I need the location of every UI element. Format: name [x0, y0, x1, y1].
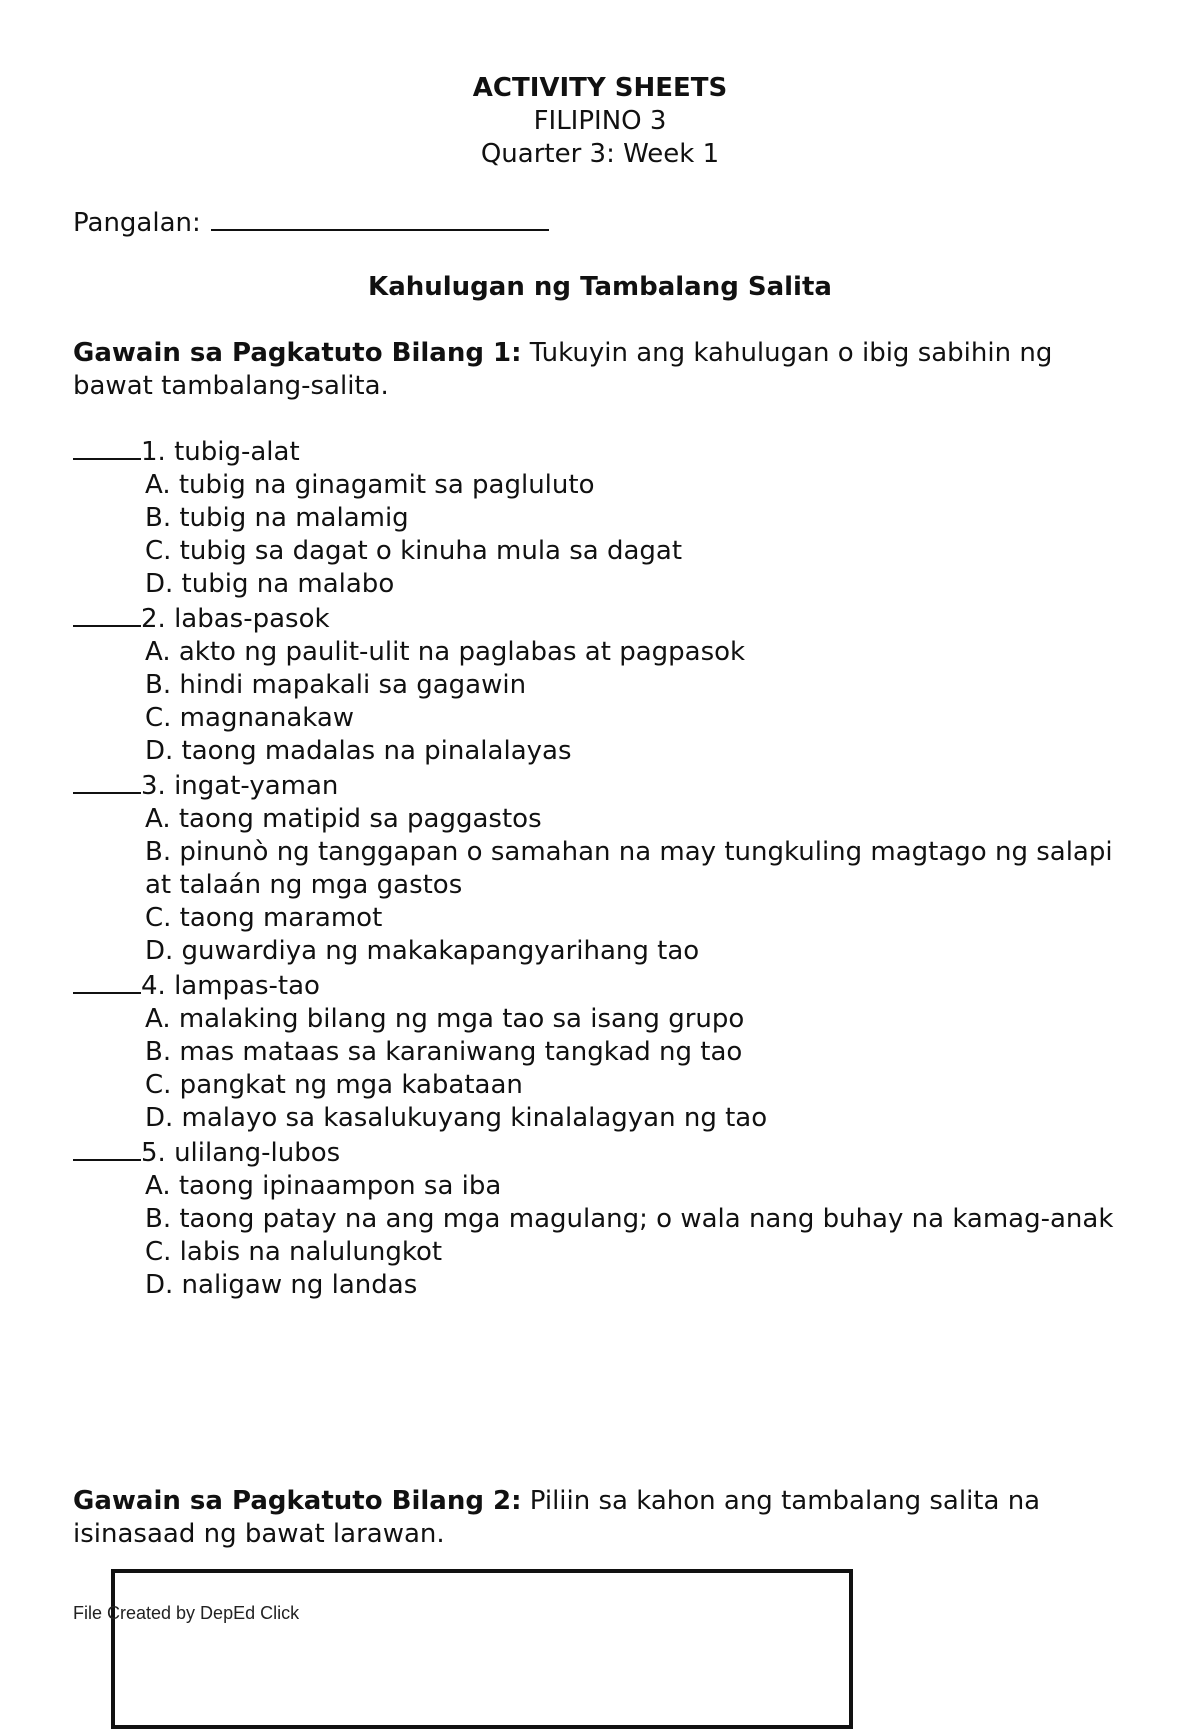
choice-option: A. akto ng paulit-ulit na paglabas at pagpasok — [145, 637, 746, 667]
activity-1-text: Tukuyin ang kahulugan o ibig sabihin ng bawat tambalang-salita. — [73, 338, 1053, 401]
topic-title: Kahulugan ng Tambalang Salita — [368, 272, 832, 302]
choice-option: A. malaking bilang ng mga tao sa isang grupo — [145, 1004, 745, 1034]
question-item — [73, 968, 1133, 1003]
word-choice-box — [111, 1569, 853, 1729]
answer-blank[interactable] — [73, 768, 141, 794]
question-item — [73, 434, 1133, 469]
question-word: 1. tubig-alat — [141, 437, 300, 467]
question-word: 5. ulilang-lubos — [141, 1138, 341, 1168]
choice-option: A. taong ipinaampon sa iba — [145, 1171, 502, 1201]
choice-option: D. taong madalas na pinalalayas — [145, 736, 572, 766]
choice-option: B. hindi mapakali sa gagawin — [145, 670, 527, 700]
activity-1-instructions — [73, 337, 1133, 403]
answer-blank[interactable] — [73, 434, 141, 460]
choice-option: A. tubig na ginagamit sa pagluluto — [145, 470, 595, 500]
answer-blank[interactable] — [73, 601, 141, 627]
choice-option: D. guwardiya ng makakapangyarihang tao — [145, 936, 700, 966]
activity-2-text: Piliin sa kahon ang tambalang salita na isinasaad ng bawat larawan. — [73, 1486, 1041, 1549]
answer-blank[interactable] — [73, 1135, 141, 1161]
name-blank[interactable] — [211, 205, 549, 231]
choice-option: D. tubig na malabo — [145, 569, 395, 599]
activity-1-label: Gawain sa Pagkatuto Bilang 1: — [73, 338, 522, 368]
sheet-title: ACTIVITY SHEETS — [472, 73, 728, 103]
subject-label: FILIPINO 3 — [533, 106, 667, 136]
choice-option: C. pangkat ng mga kabataan — [145, 1070, 523, 1100]
choice-option: A. taong matipid sa paggastos — [145, 804, 542, 834]
question-word: 4. lampas-tao — [141, 971, 320, 1001]
choice-option: C. taong maramot — [145, 903, 383, 933]
question-word: 3. ingat-yaman — [141, 771, 339, 801]
choice-option: C. tubig sa dagat o kinuha mula sa dagat — [145, 536, 683, 566]
name-label: Pangalan: — [73, 208, 201, 238]
question-item — [73, 768, 1133, 803]
choice-option: D. malayo sa kasalukuyang kinalalagyan ng tao — [145, 1103, 768, 1133]
activity-2-instructions — [73, 1485, 1133, 1551]
question-list — [73, 434, 1133, 1302]
question-word: 2. labas-pasok — [141, 604, 330, 634]
choice-option: C. labis na nalulungkot — [145, 1237, 443, 1267]
choice-option: B. tubig na malamig — [145, 503, 409, 533]
question-item — [73, 1135, 1133, 1170]
choice-option: B. taong patay na ang mga magulang; o wala nang buhay na kamag-anak — [145, 1204, 1114, 1234]
quarter-label: Quarter 3: Week 1 — [480, 139, 720, 169]
choice-option: D. naligaw ng landas — [145, 1270, 418, 1300]
name-row — [73, 205, 549, 240]
answer-blank[interactable] — [73, 968, 141, 994]
sheet-header — [0, 72, 1200, 171]
choice-option: C. magnanakaw — [145, 703, 355, 733]
activity-2-label: Gawain sa Pagkatuto Bilang 2: — [73, 1486, 522, 1516]
choice-option: B. pinunò ng tanggapan o samahan na may tungkuling magtago ng salapi at talaán ng mga gastos — [145, 837, 1113, 900]
question-item — [73, 601, 1133, 636]
footer-credit: File Created by DepEd Click — [73, 1603, 300, 1623]
choice-option: B. mas mataas sa karaniwang tangkad ng tao — [145, 1037, 743, 1067]
